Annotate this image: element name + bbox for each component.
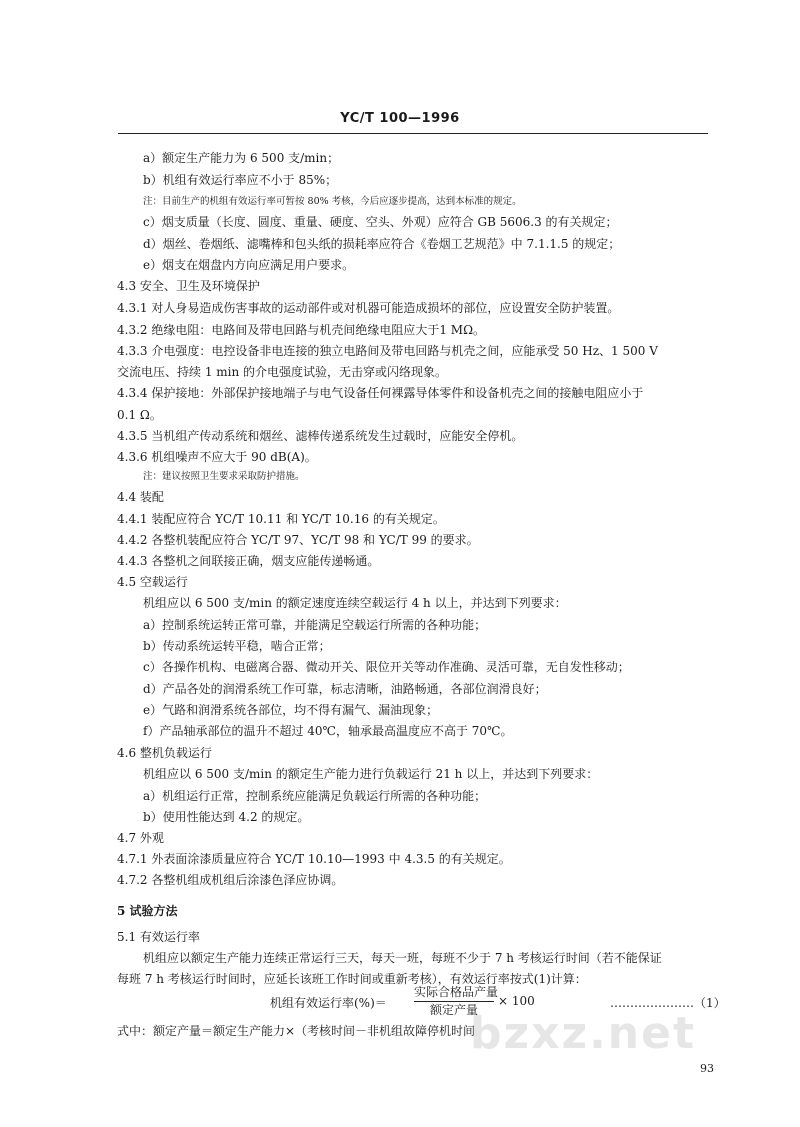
formula-lhs: 机组有效运行率(%)＝: [270, 996, 387, 1010]
text-line-c: c）烟支质量（长度、圆度、重量、硬度、空头、外观）应符合 GB 5606.3 的有关规定；: [143, 215, 618, 229]
text-line-s442: 4.4.2 各整机装配应符合 YC/T 97、YC/T 98 和 YC/T 99 的要求。: [117, 533, 479, 547]
text-line-s45c: c）各操作机构、电磁离合器、微动开关、限位开关等动作准确、灵活可靠，无自发性移动；: [143, 660, 630, 674]
text-line-s441: 4.4.1 装配应符合 YC/T 10.11 和 YC/T 10.16 的有关规定。: [117, 512, 445, 526]
text-line-s51: 5.1 有效运行率: [117, 930, 200, 944]
text-line-s45f: f）产品轴承部位的温升不超过 40℃，轴承最高温度应不高于 70℃。: [143, 724, 513, 738]
text-line-s5: 5 试验方法: [117, 904, 178, 918]
text-line-s436: 4.3.6 机组噪声不应大于 90 dB(A)。: [117, 450, 317, 464]
text-line-s45b: b）传动系统运转平稳，啮合正常；: [143, 639, 331, 653]
text-line-s43: 4.3 安全、卫生及环境保护: [117, 279, 260, 293]
text-line-d: d）烟丝、卷烟纸、滤嘴棒和包头纸的损耗率应符合《卷烟工艺规范》中 7.1.1.5 的规定；: [143, 237, 621, 251]
text-line-s45e: e）气路和润滑系统各部位，均不得有漏气、漏油现象；: [143, 703, 439, 717]
formula-numerator: 实际合格品产量: [414, 985, 499, 999]
text-line-s51p: 机组应以额定生产能力连续正常运行三天，每天一班，每班不少于 7 h 考核运行时间（若不能保证: [143, 951, 662, 965]
text-line-s46b: b）使用性能达到 4.2 的规定。: [143, 810, 310, 824]
text-line-note1: 注：目前生产的机组有效运行率可暂按 80% 考核，今后应逐步提高，达到本标准的规定。: [143, 196, 522, 207]
text-line-s471: 4.7.1 外表面涂漆质量应符合 YC/T 10.10—1993 中 4.3.5 的有关规定。: [117, 852, 511, 866]
text-line-s434: 4.3.4 保护接地：外部保护接地端子与电气设备任何裸露导体零件和设备机壳之间的接触电阻应小于: [117, 386, 644, 400]
text-line-s443: 4.4.3 各整机之间联接正确，烟支应能传递畅通。: [117, 554, 380, 568]
text-line-s51p2: 每班 7 h 考核运行时间时，应延长该班工作时间或重新考核），有效运行率按式(1)计算：: [117, 972, 587, 986]
text-line-s435: 4.3.5 当机组产传动系统和烟丝、滤棒传递系统发生过载时，应能安全停机。: [117, 429, 524, 443]
text-line-s472: 4.7.2 各整机组成机组后涂漆色泽应协调。: [117, 873, 344, 887]
text-line-s46p: 机组应以 6 500 支/min 的额定生产能力进行负载运行 21 h 以上，并达到下列要求：: [143, 767, 599, 781]
fraction-bar: [414, 1001, 494, 1002]
formula-rhs: × 100: [498, 994, 535, 1008]
equation-number: …………………（1）: [610, 996, 726, 1010]
formula-denominator: 额定产量: [429, 1003, 478, 1017]
text-line-a: a）额定生产能力为 6 500 支/min；: [143, 151, 340, 165]
text-line-s46: 4.6 整机负载运行: [117, 746, 212, 760]
text-line-note2: 注：建议按照卫生要求采取防护措施。: [143, 471, 305, 482]
text-line-s45a: a）控制系统运转正常可靠，并能满足空载运行所需的各种功能；: [143, 618, 487, 632]
header-rule: [118, 133, 708, 134]
text-line-s46a: a）机组运行正常，控制系统应能满足负载运行所需的各种功能；: [143, 789, 487, 803]
text-line-e: e）烟支在烟盘内方向应满足用户要求。: [143, 258, 355, 272]
text-line-s45d: d）产品各处的润滑系统工作可靠，标志清晰，油路畅通，各部位润滑良好；: [143, 682, 547, 696]
text-line-b: b）机组有效运行率应不小于 85%；: [143, 173, 338, 187]
text-line-where: 式中：额定产量＝额定生产能力×（考核时间－非机组故障停机时间）: [117, 1024, 488, 1038]
text-line-s45p: 机组应以 6 500 支/min 的额定速度连续空载运行 4 h 以上，并达到下列要求：: [143, 596, 567, 610]
text-line-s44: 4.4 装配: [117, 490, 164, 504]
page-header-title: YC/T 100—1996: [340, 111, 460, 126]
text-line-s433: 4.3.3 介电强度：电控设备非电连接的独立电路间及带电回路与机壳之间，应能承受 50 Hz、1 500 V: [117, 344, 658, 358]
text-line-s432: 4.3.2 绝缘电阻：电路间及带电回路与机壳间绝缘电阻应大于1 MΩ。: [117, 323, 486, 337]
page-number: 93: [700, 1062, 714, 1075]
text-line-s45: 4.5 空载运行: [117, 575, 188, 589]
text-line-s434b: 0.1 Ω。: [117, 408, 162, 422]
text-line-s47: 4.7 外观: [117, 831, 164, 845]
text-line-s433b: 交流电压、持续 1 min 的介电强度试验，无击穿或闪络现象。: [117, 365, 448, 379]
text-line-s431: 4.3.1 对人身易造成伤害事故的运动部件或对机器可能造成损坏的部位，应设置安全防护装置。: [117, 301, 620, 315]
watermark: bzxz.net: [470, 1008, 697, 1059]
